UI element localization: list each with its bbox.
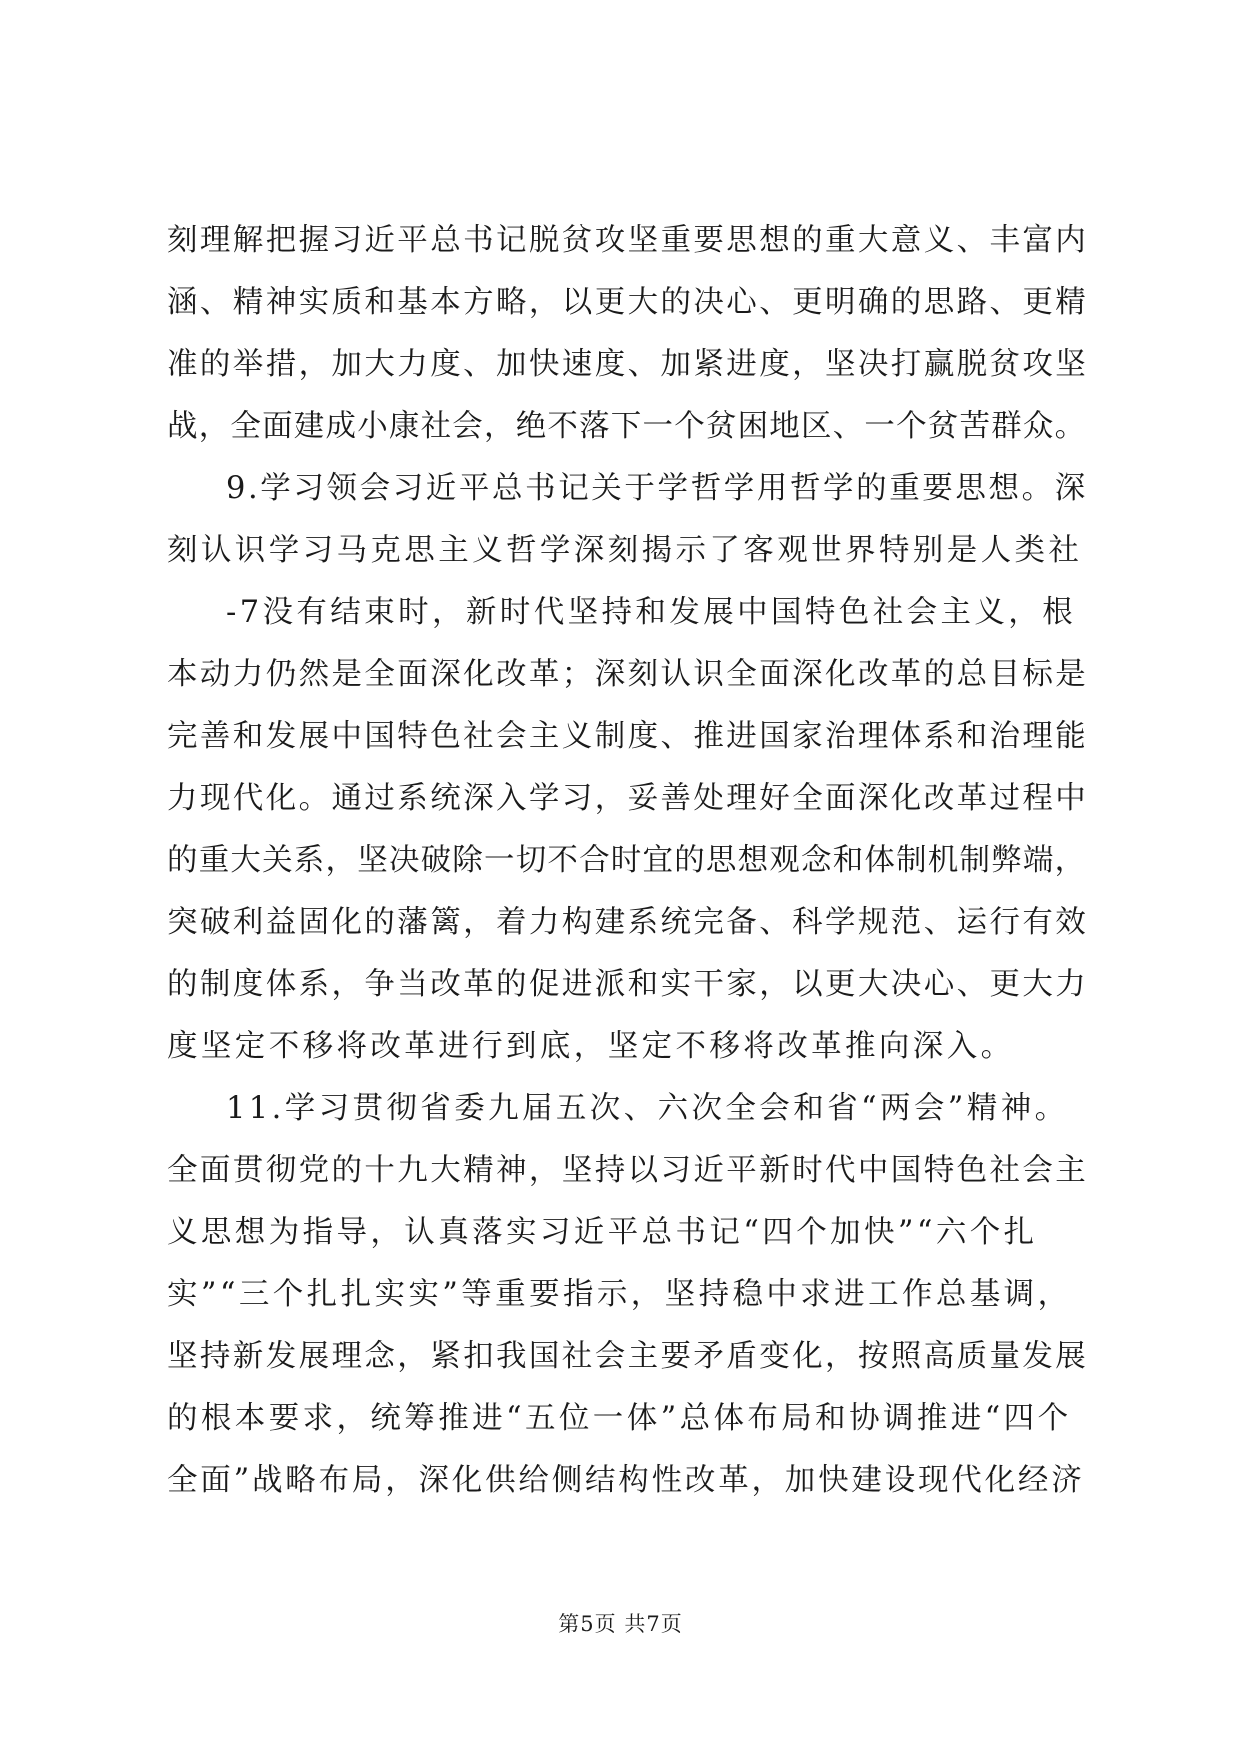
body-line-20: 的根本要求，统筹推进“五位一体”总体布局和协调推进“四个 [167, 1401, 1072, 1436]
body-line-4: 战，全面建成小康社会，绝不落下一个贫困地区、一个贫苦群众。 [167, 409, 1087, 444]
body-line-16: 全面贯彻党的十九大精神，坚持以习近平新时代中国特色社会主 [167, 1153, 1089, 1188]
body-line-19: 坚持新发展理念，紧扣我国社会主要矛盾变化，按照高质量发展 [167, 1339, 1089, 1374]
body-line-2: 涵、精神实质和基本方略，以更大的决心、更明确的思路、更精 [167, 285, 1089, 320]
body-line-9: 完善和发展中国特色社会主义制度、推进国家治理体系和治理能 [167, 719, 1089, 754]
body-line-13: 的制度体系，争当改革的促进派和实干家，以更大决心、更大力 [167, 967, 1089, 1002]
body-line-6: 刻认识学习马克思主义哲学深刻揭示了客观世界特别是人类社 [167, 533, 1083, 568]
body-line-3: 准的举措，加大力度、加快速度、加紧进度，坚决打赢脱贫攻坚 [167, 347, 1089, 382]
body-line-7: -7没有结束时，新时代坚持和发展中国特色社会主义，根 [226, 595, 1077, 630]
body-line-10: 力现代化。通过系统深入学习，妥善处理好全面深化改革过程中 [167, 781, 1089, 816]
body-line-5: 9.学习领会习近平总书记关于学哲学用哲学的重要思想。深 [226, 471, 1088, 506]
body-line-15: 11.学习贯彻省委九届五次、六次全会和省“两会”精神。 [226, 1091, 1069, 1126]
body-line-14: 度坚定不移将改革进行到底，坚定不移将改革推向深入。 [167, 1029, 1015, 1064]
body-line-18: 实”“三个扎扎实实”等重要指示，坚持稳中求进工作总基调， [167, 1277, 1072, 1312]
body-line-8: 本动力仍然是全面深化改革；深刻认识全面深化改革的总目标是 [167, 657, 1089, 692]
page-number-footer: 第5页 共7页 [558, 1612, 683, 1636]
body-line-21: 全面”战略布局，深化供给侧结构性改革，加快建设现代化经济 [167, 1463, 1085, 1498]
body-line-1: 刻理解把握习近平总书记脱贫攻坚重要思想的重大意义、丰富内 [167, 223, 1089, 258]
body-line-12: 突破利益固化的藩篱，着力构建系统完备、科学规范、运行有效 [167, 905, 1089, 940]
body-line-11: 的重大关系，坚决破除一切不合时宜的思想观念和体制机制弊端， [167, 843, 1087, 878]
body-line-17: 义思想为指导，认真落实习近平总书记“四个加快”“六个扎 [167, 1215, 1038, 1250]
